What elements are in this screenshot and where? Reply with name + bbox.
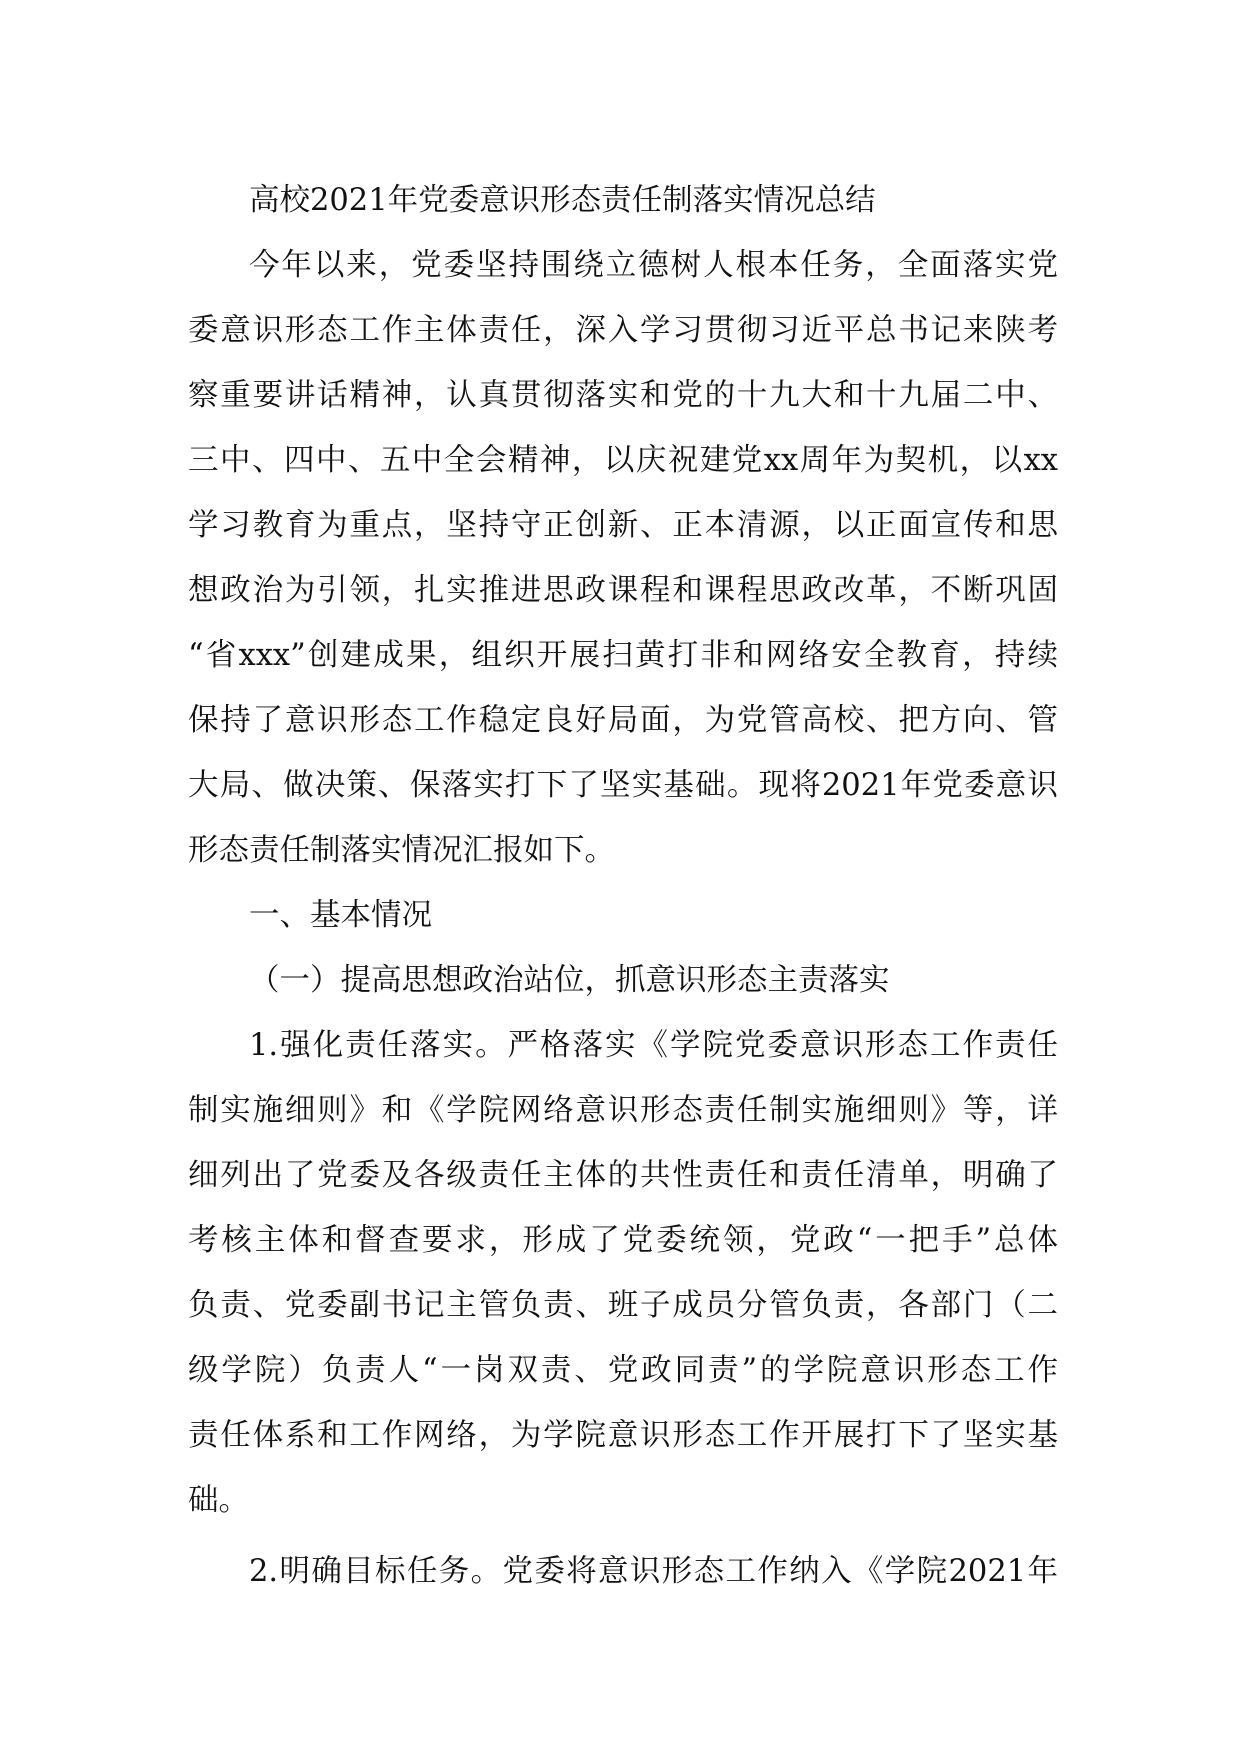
paragraph-line: 考核主体和督查要求，形成了党委统领，党政“一把手”总体 bbox=[188, 1223, 1058, 1258]
paragraph-line: 今年以来，党委坚持围绕立德树人根本任务，全面落实党 bbox=[249, 248, 1058, 283]
paragraph-line: 委意识形态工作主体责任，深入学习贯彻习近平总书记来陕考 bbox=[188, 313, 1058, 348]
item-2-first-line: 2.明确目标任务。党委将意识形态工作纳入《学院2021年 bbox=[249, 1554, 1058, 1589]
paragraph-line: 三中、四中、五中全会精神，以庆祝建党xx周年为契机，以xx bbox=[188, 443, 1058, 478]
paragraph-line: 想政治为引领，扎实推进思政课程和课程思政改革，不断巩固 bbox=[188, 573, 1058, 608]
paragraph-line: 察重要讲话精神，认真贯彻落实和党的十九大和十九届二中、 bbox=[188, 378, 1058, 413]
intro-paragraph bbox=[188, 233, 1058, 883]
paragraph-line: 学习教育为重点，坚持守正创新、正本清源，以正面宣传和思 bbox=[188, 508, 1058, 543]
document-title: 高校2021年党委意识形态责任制落实情况总结 bbox=[249, 183, 876, 218]
subsection-heading: （一）提高思想政治站位，抓意识形态主责落实 bbox=[249, 963, 890, 998]
paragraph-line: 础。 bbox=[188, 1483, 249, 1518]
paragraph-line: 细列出了党委及各级责任主体的共性责任和责任清单，明确了 bbox=[188, 1158, 1058, 1193]
paragraph-line: 级学院）负责人“一岗双责、党政同责”的学院意识形态工作 bbox=[188, 1353, 1058, 1388]
paragraph-line: 制实施细则》和《学院网络意识形态责任制实施细则》等，详 bbox=[188, 1093, 1058, 1128]
paragraph-line: 形态责任制落实情况汇报如下。 bbox=[188, 833, 615, 868]
paragraph-line: “省xxx”创建成果，组织开展扫黄打非和网络安全教育，持续 bbox=[188, 638, 1058, 673]
paragraph-line: 责任体系和工作网络，为学院意识形态工作开展打下了坚实基 bbox=[188, 1418, 1058, 1453]
section-heading: 一、基本情况 bbox=[249, 898, 432, 933]
document-body bbox=[188, 168, 1058, 1604]
paragraph-line: 大局、做决策、保落实打下了坚实基础。现将2021年党委意识 bbox=[188, 768, 1058, 803]
paragraph-line: 负责、党委副书记主管负责、班子成员分管负责，各部门（二 bbox=[188, 1288, 1058, 1323]
paragraph-line: 保持了意识形态工作稳定良好局面，为党管高校、把方向、管 bbox=[188, 703, 1058, 738]
paragraph-line: 1.强化责任落实。严格落实《学院党委意识形态工作责任 bbox=[249, 1028, 1058, 1063]
item-1-paragraph bbox=[188, 1013, 1058, 1533]
